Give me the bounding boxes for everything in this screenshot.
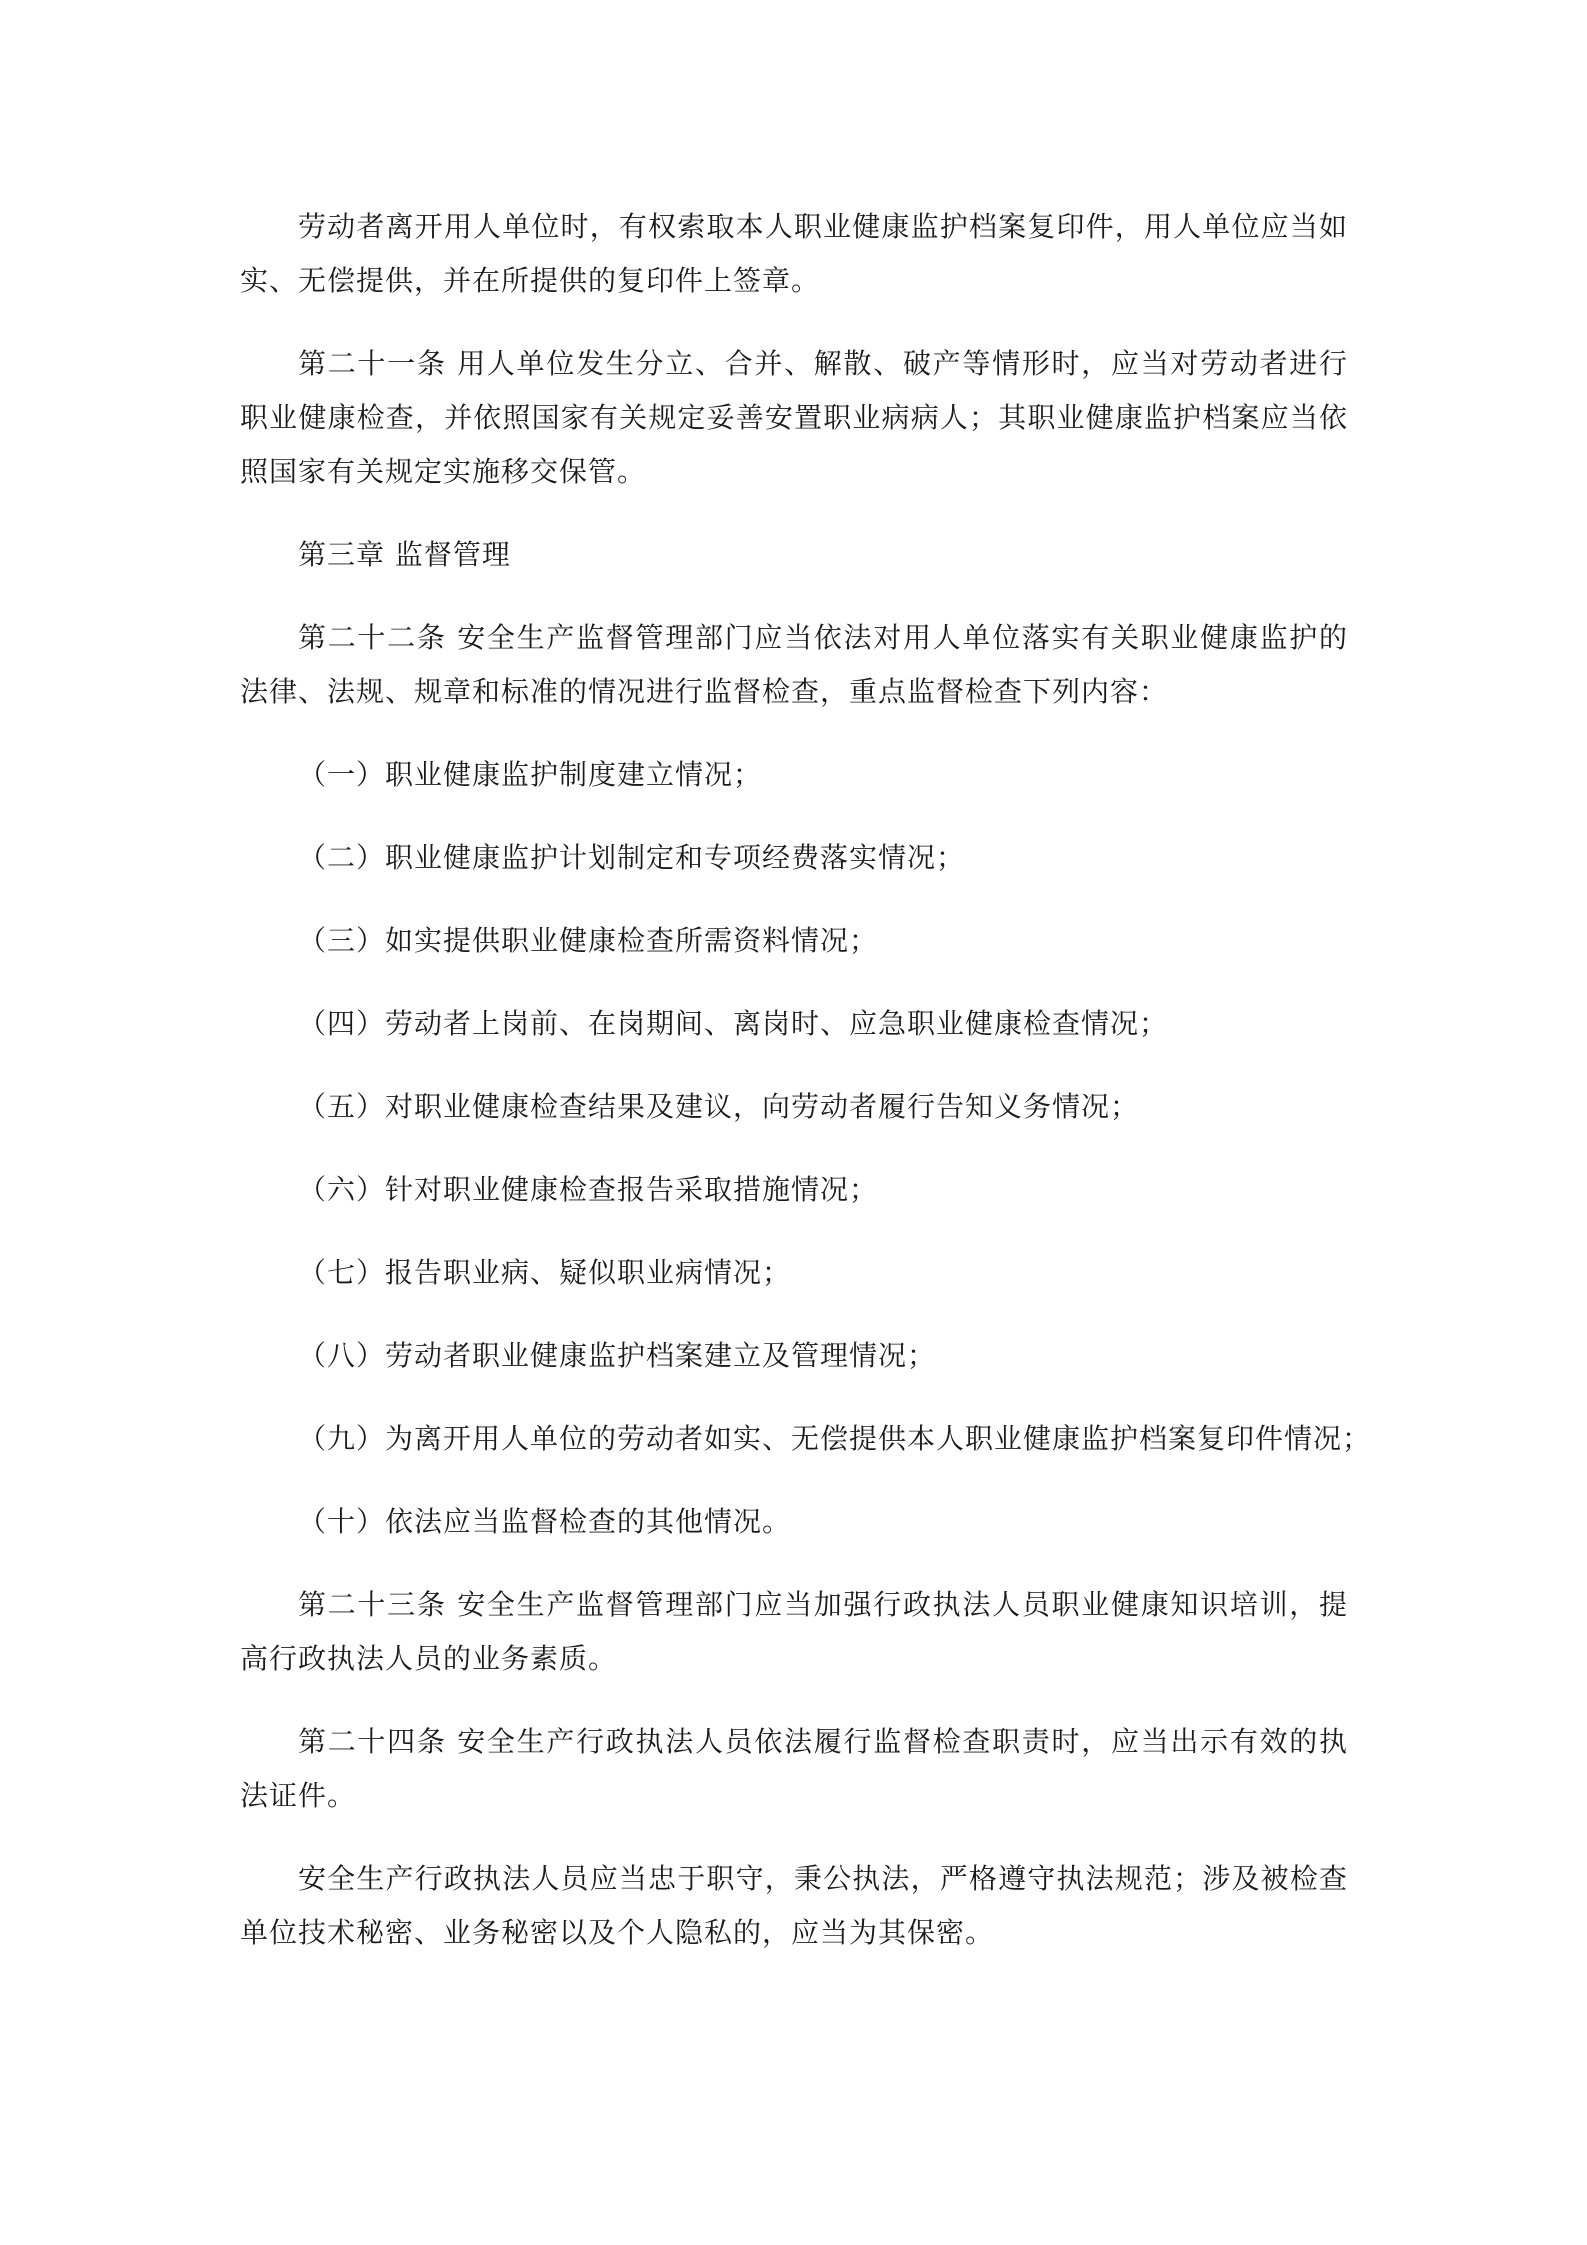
chapter-3-heading: 第三章 监督管理 (298, 538, 511, 571)
list-item-2: （二）职业健康监护计划制定和专项经费落实情况； (298, 841, 966, 874)
article-24: 第二十四条 安全生产行政执法人员依法履行监督检查职责时，应当出示有效的执法证件。 (240, 1725, 1348, 1812)
paragraph-confidentiality: 安全生产行政执法人员应当忠于职守，秉公执法，严格遵守执法规范；涉及被检查单位技术秘密、业务秘密以及个人隐私的，应当为其保密。 (240, 1862, 1348, 1949)
article-22: 第二十二条 安全生产监督管理部门应当依法对用人单位落实有关职业健康监护的法律、法规、规章和标准的情况进行监督检查，重点监督检查下列内容： (240, 621, 1348, 708)
list-item-6: （六）针对职业健康检查报告采取措施情况； (298, 1173, 879, 1206)
list-item-3: （三）如实提供职业健康检查所需资料情况； (298, 924, 879, 957)
list-item-8: （八）劳动者职业健康监护档案建立及管理情况； (298, 1339, 937, 1372)
paragraph-employee-copy-right: 劳动者离开用人单位时，有权索取本人职业健康监护档案复印件，用人单位应当如实、无偿提供，并在所提供的复印件上签章。 (240, 210, 1348, 297)
list-item-4: （四）劳动者上岗前、在岗期间、离岗时、应急职业健康检查情况； (298, 1007, 1169, 1040)
list-item-10: （十）依法应当监督检查的其他情况。 (298, 1505, 792, 1538)
list-item-9: （九）为离开用人单位的劳动者如实、无偿提供本人职业健康监护档案复印件情况； (298, 1422, 1372, 1455)
document-body (240, 200, 1372, 1989)
list-item-1: （一）职业健康监护制度建立情况； (298, 758, 763, 791)
list-item-7: （七）报告职业病、疑似职业病情况； (298, 1256, 792, 1289)
article-21: 第二十一条 用人单位发生分立、合并、解散、破产等情形时，应当对劳动者进行职业健康检查，并依照国家有关规定妥善安置职业病病人；其职业健康监护档案应当依照国家有关规定实施移交保管。 (240, 347, 1348, 488)
article-23: 第二十三条 安全生产监督管理部门应当加强行政执法人员职业健康知识培训，提高行政执法人员的业务素质。 (240, 1588, 1348, 1675)
list-item-5: （五）对职业健康检查结果及建议，向劳动者履行告知义务情况； (298, 1090, 1140, 1123)
